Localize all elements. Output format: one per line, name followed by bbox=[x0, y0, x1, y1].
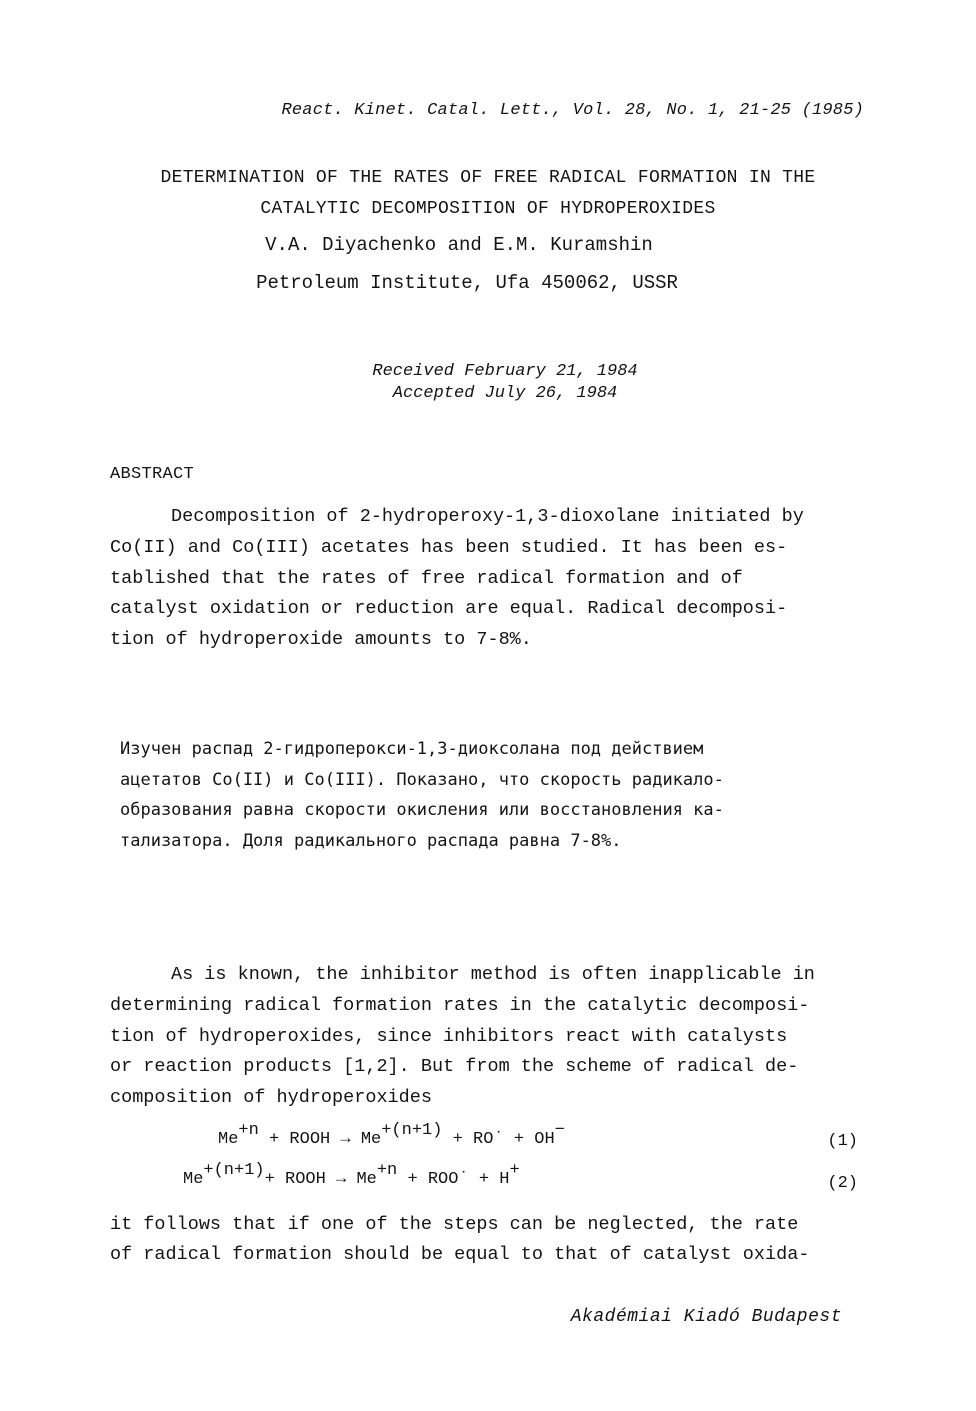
paper-title-line-2: CATALYTIC DECOMPOSITION OF HYDROPEROXIDES bbox=[260, 199, 716, 219]
body-line: tion of hydroperoxides, since inhibitors react with catalysts bbox=[110, 1025, 788, 1047]
equation-text: + ROOH → Me bbox=[264, 1170, 377, 1189]
body-line: of radical formation should be equal to that of catalyst oxida- bbox=[110, 1244, 810, 1265]
abstract-heading: ABSTRACT bbox=[110, 465, 195, 484]
abstract-en-line: catalyst oxidation or reduction are equal. Radical decomposi- bbox=[110, 598, 788, 620]
body-line: it follows that if one of the steps can be neglected, the rate bbox=[110, 1214, 799, 1235]
abstract-russian bbox=[120, 734, 880, 856]
equation-text: + ROO˙ + H bbox=[397, 1170, 510, 1189]
equation-text: Me bbox=[218, 1130, 239, 1149]
affiliation: Petroleum Institute, Ufa 450062, USSR bbox=[256, 272, 678, 294]
equation-2-number: (2) bbox=[827, 1174, 858, 1193]
submission-dates bbox=[330, 361, 680, 405]
equation-superscript: + bbox=[509, 1161, 520, 1180]
body-intro-paragraph bbox=[110, 960, 870, 1114]
body-continuation-paragraph bbox=[110, 1210, 870, 1270]
abstract-ru-line: ацетатов Co(II) и Co(III). Показано, что скорость радикало- bbox=[120, 769, 724, 790]
equation-superscript: +(n+1) bbox=[381, 1121, 443, 1140]
abstract-ru-line: тализатора. Доля радикального распада равна 7-8%. bbox=[120, 830, 622, 851]
equation-text: + RO˙ + OH bbox=[442, 1130, 555, 1149]
abstract-en-line: tablished that the rates of free radical formation and of bbox=[110, 567, 743, 589]
received-date: Received February 21, 1984 bbox=[372, 362, 638, 381]
paper-title-line-1: DETERMINATION OF THE RATES OF FREE RADICAL FORMATION IN THE bbox=[160, 168, 816, 188]
journal-reference: React. Kinet. Catal. Lett., Vol. 28, No. 1, 21-25 (1985) bbox=[281, 101, 864, 120]
abstract-english bbox=[110, 502, 870, 656]
equation-superscript: +(n+1) bbox=[203, 1161, 265, 1180]
abstract-en-line: Decomposition of 2-hydroperoxy-1,3-dioxolane initiated by bbox=[171, 506, 804, 527]
body-line: determining radical formation rates in the catalytic decomposi- bbox=[110, 994, 810, 1016]
equation-superscript: − bbox=[554, 1121, 565, 1140]
accepted-date: Accepted July 26, 1984 bbox=[392, 384, 618, 403]
equation-text: Me bbox=[183, 1170, 204, 1189]
body-line: composition of hydroperoxides bbox=[110, 1087, 432, 1109]
equation-superscript: +n bbox=[238, 1121, 259, 1140]
publisher-imprint: Akadémiai Kiadó Budapest bbox=[570, 1307, 842, 1327]
body-line: As is known, the inhibitor method is often inapplicable in bbox=[171, 964, 815, 985]
abstract-en-line: tion of hydroperoxide amounts to 7-8%. bbox=[110, 629, 532, 651]
equation-2 bbox=[183, 1161, 520, 1189]
abstract-ru-line: образования равна скорости окисления или восстановления ка- bbox=[120, 800, 724, 820]
equation-text: + ROOH → Me bbox=[258, 1130, 382, 1149]
equation-1-number: (1) bbox=[827, 1132, 858, 1151]
equation-superscript: +n bbox=[376, 1161, 398, 1180]
body-line: or reaction products [1,2]. But from the scheme of radical de- bbox=[110, 1056, 799, 1078]
equation-1 bbox=[218, 1121, 565, 1149]
abstract-en-line: Co(II) and Co(III) acetates has been studied. It has been es- bbox=[110, 536, 788, 558]
abstract-ru-line: Изучен распад 2-гидроперокси-1,3-диоксолана под действием bbox=[120, 739, 704, 759]
authors: V.A. Diyachenko and E.M. Kuramshin bbox=[265, 234, 653, 256]
